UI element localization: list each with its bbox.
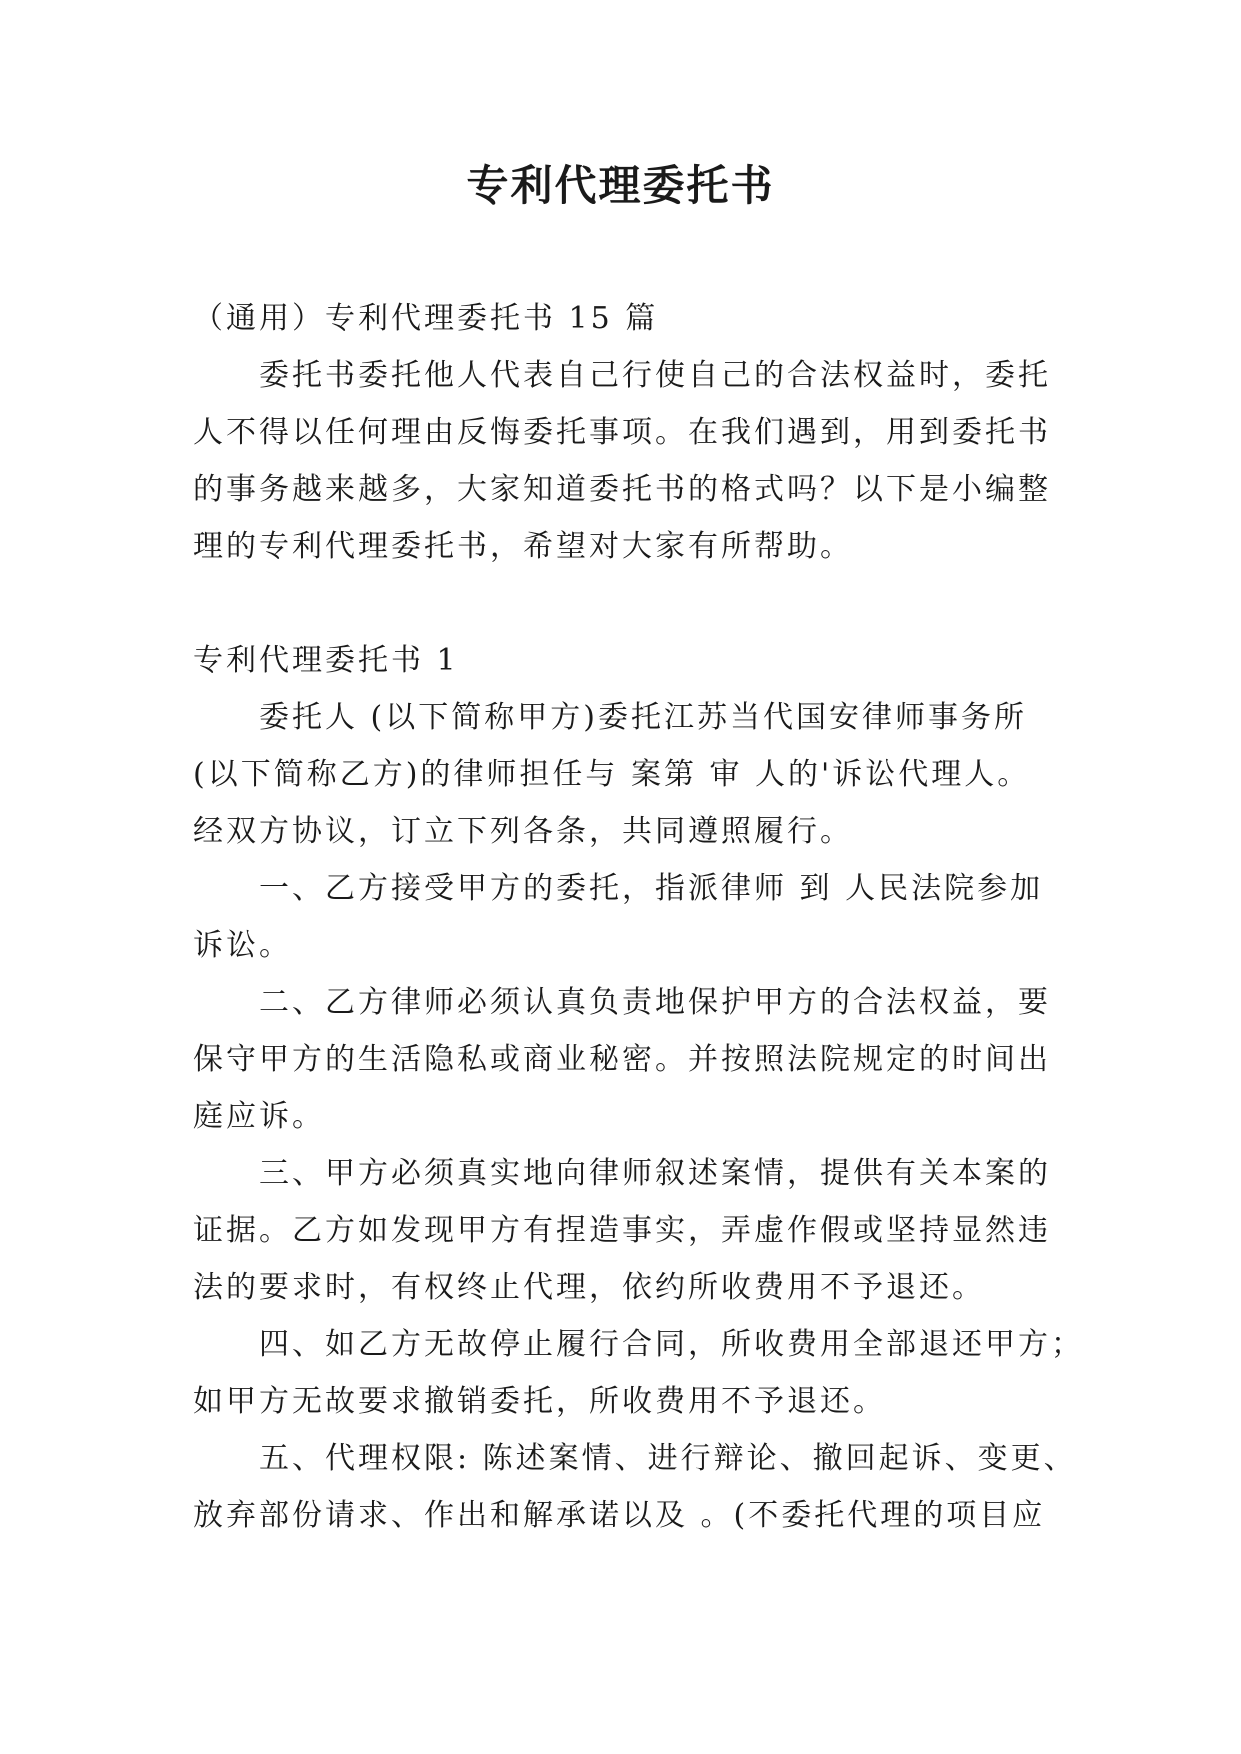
clause-line: 证据。乙方如发现甲方有捏造事实，弄虚作假或坚持显然违 xyxy=(193,1213,1051,1248)
paragraph-line: 委托书委托他人代表自己行使自己的合法权益时，委托 xyxy=(259,358,1051,393)
clause-line: 二、乙方律师必须认真负责地保护甲方的合法权益，要 xyxy=(259,985,1051,1020)
paragraph-line: 经双方协议，订立下列各条，共同遵照履行。 xyxy=(193,814,853,849)
paragraph-line: 人不得以任何理由反悔委托事项。在我们遇到，用到委托书 xyxy=(193,415,1051,450)
paragraph-line: 的事务越来越多，大家知道委托书的格式吗？以下是小编整 xyxy=(193,472,1051,507)
clause-line: 如甲方无故要求撤销委托，所收费用不予退还。 xyxy=(193,1384,886,1419)
clause-line: 一、乙方接受甲方的委托，指派律师 到 人民法院参加 xyxy=(259,871,1044,906)
blank-line xyxy=(193,575,1053,632)
clause-line: 诉讼。 xyxy=(193,928,292,963)
paragraph-line: 理的专利代理委托书，希望对大家有所帮助。 xyxy=(193,529,853,564)
clause-line: 保守甲方的生活隐私或商业秘密。并按照法院规定的时间出 xyxy=(193,1042,1051,1077)
clause-line: 五、代理权限: 陈述案情、进行辩论、撤回起诉、变更、 xyxy=(259,1441,1077,1476)
clause-line: 四、如乙方无故停止履行合同，所收费用全部退还甲方； xyxy=(259,1327,1084,1362)
paragraph-line: 委托人 (以下简称甲方)委托江苏当代国安律师事务所 xyxy=(259,700,1027,735)
paragraph-line: (以下简称乙方)的律师担任与 案第 审 人的'诉讼代理人。 xyxy=(193,757,1031,792)
section-heading: 专利代理委托书 1 xyxy=(193,643,459,678)
document-body xyxy=(193,290,1084,1544)
clause-line: 庭应诉。 xyxy=(193,1099,325,1134)
clause-line: 法的要求时，有权终止代理，依约所收费用不予退还。 xyxy=(193,1270,985,1305)
document-title: 专利代理委托书 xyxy=(466,161,775,210)
clause-line: 放弃部份请求、作出和解承诺以及 。(不委托代理的项目应 xyxy=(193,1498,1046,1533)
clause-line: 三、甲方必须真实地向律师叙述案情，提供有关本案的 xyxy=(259,1156,1051,1191)
subtitle-line: （通用）专利代理委托书 15 篇 xyxy=(193,301,659,336)
